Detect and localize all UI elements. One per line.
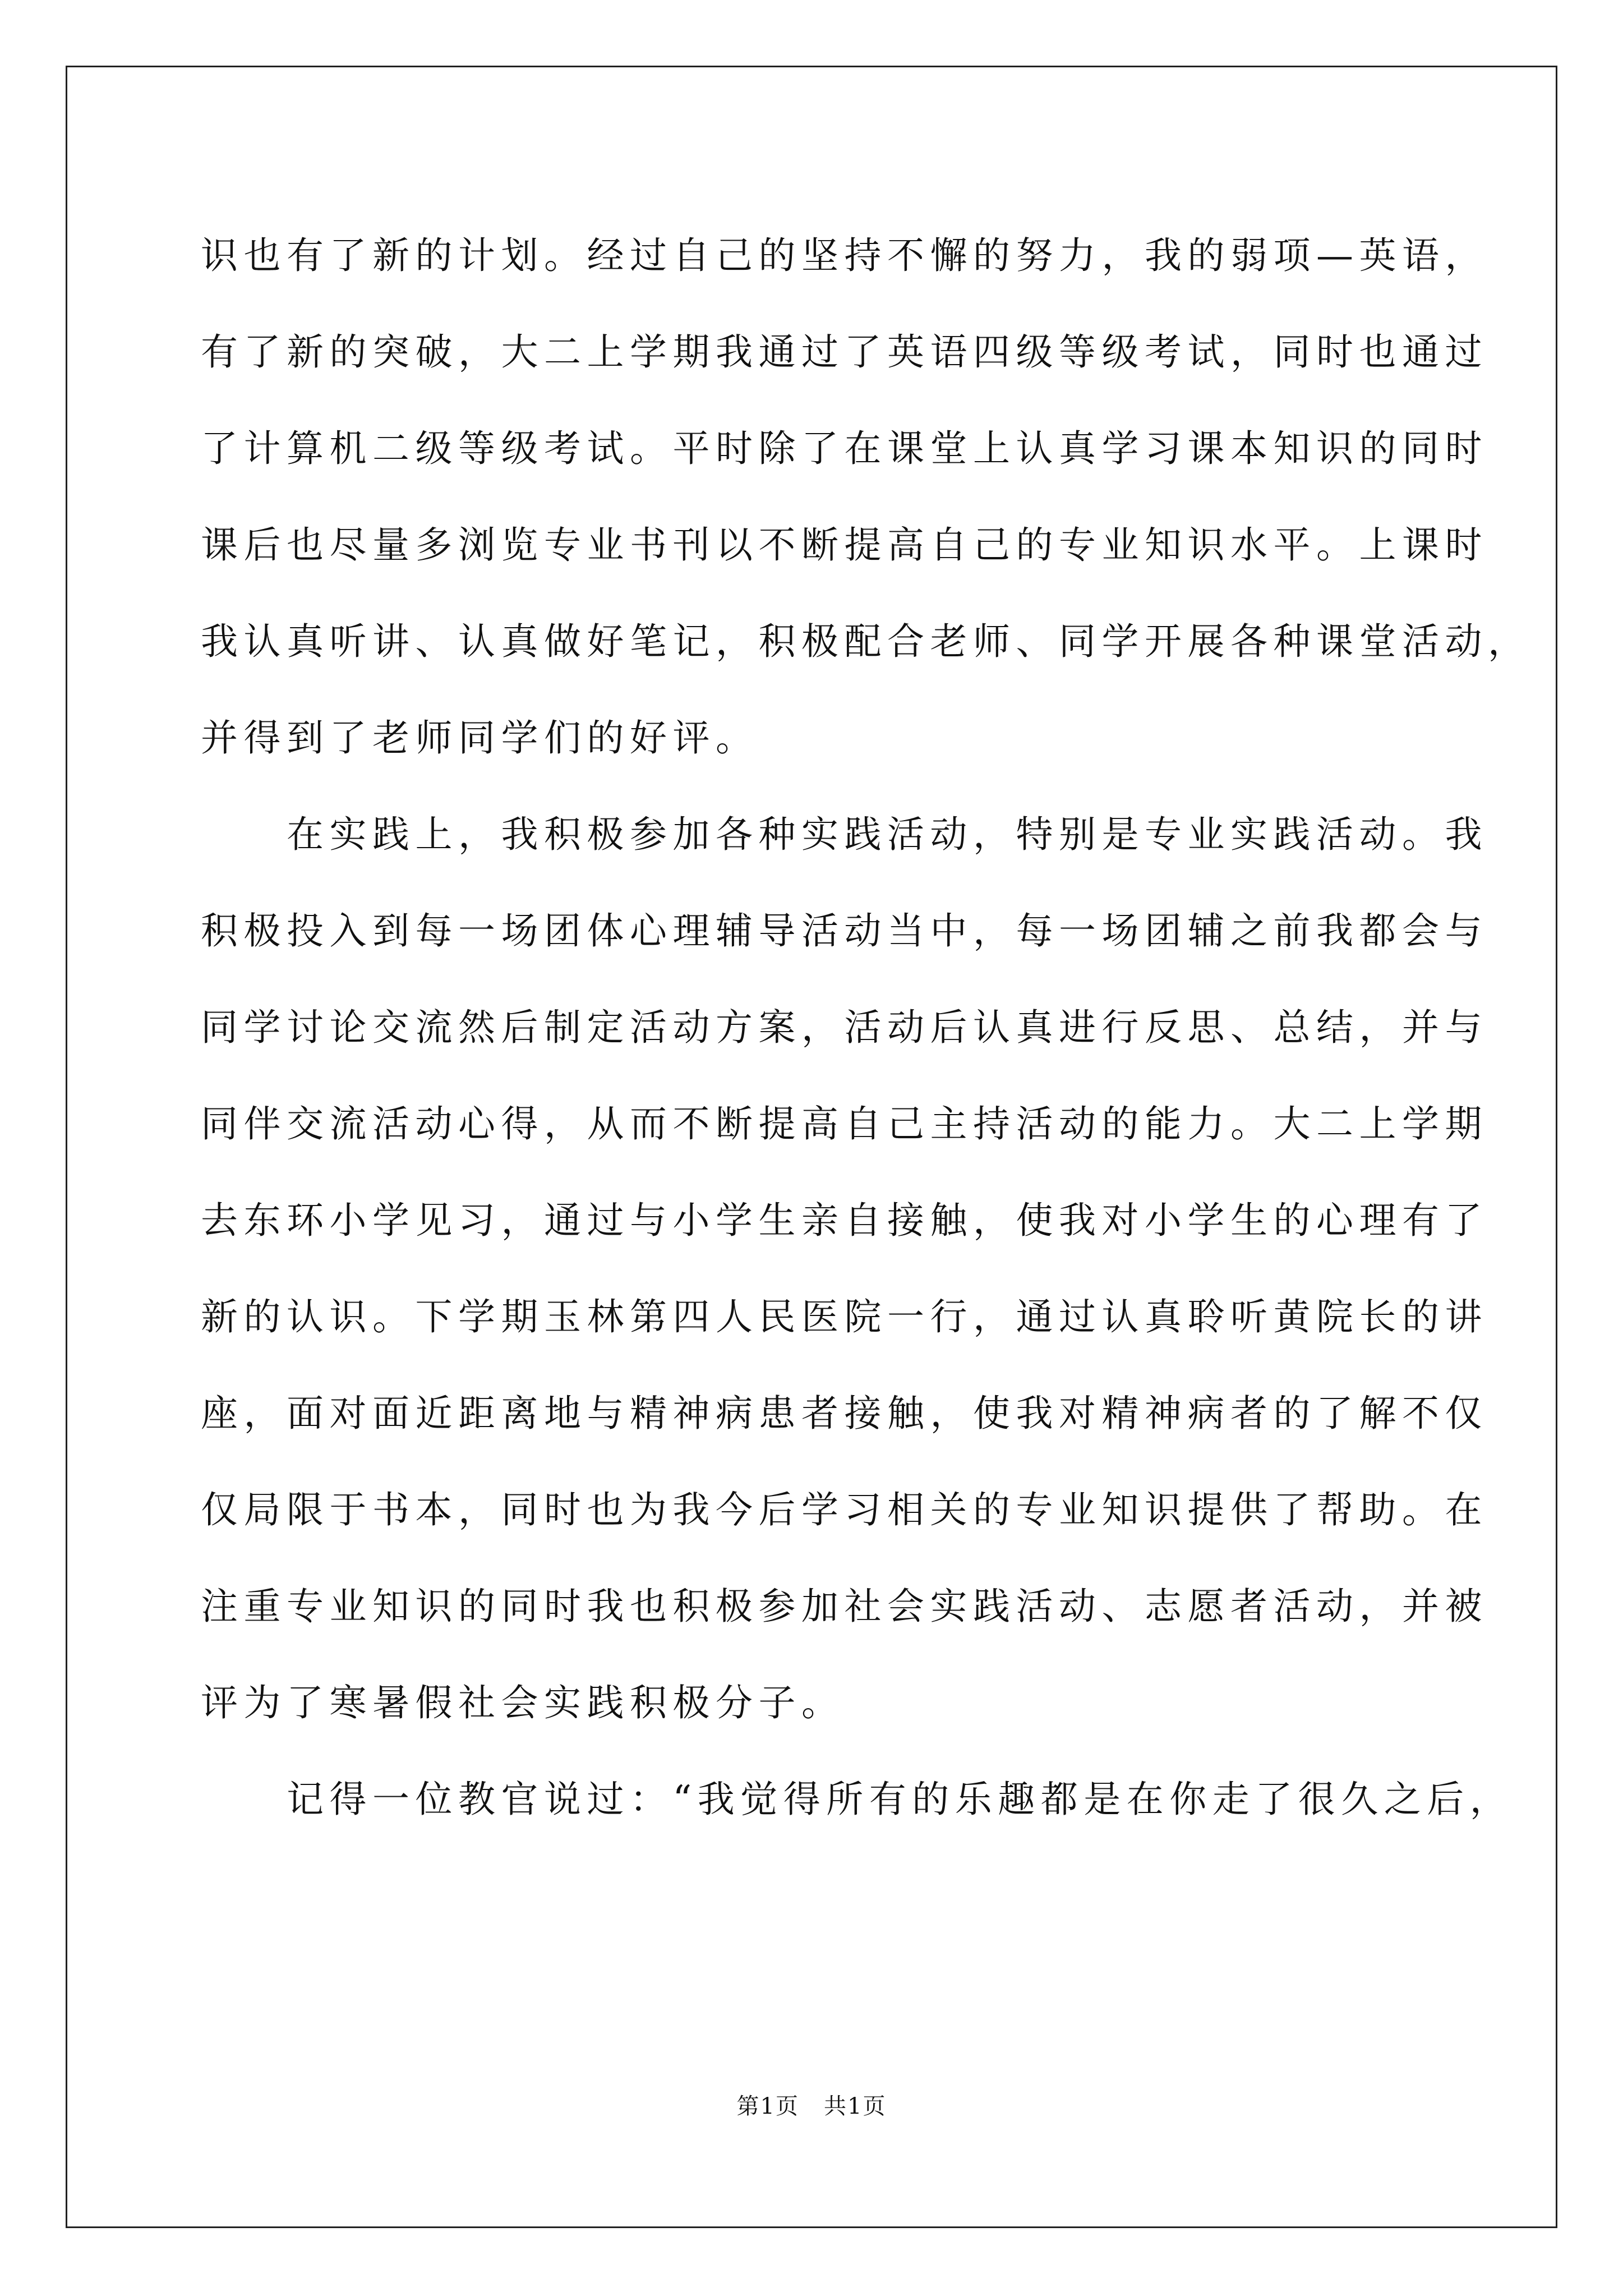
page-footer: [0, 2090, 1623, 2123]
text-line-6: 并得到了老师同学们的好评。: [201, 716, 759, 760]
text-line-5: 我认真听讲、认真做好笔记，积极配合老师、同学开展各种课堂活动，: [201, 620, 1531, 663]
text-line-11: 去东环小学见习，通过与小学生亲自接触，使我对小学生的心理有了: [201, 1199, 1488, 1242]
text-line-1: 识也有了新的计划。经过自己的坚持不懈的努力，我的弱项—英语，: [201, 234, 1488, 277]
text-line-14: 仅局限于书本，同时也为我今后学习相关的专业知识提供了帮助。在: [201, 1488, 1488, 1531]
text-line-7: 在实践上，我积极参加各种实践活动，特别是专业实践活动。我: [201, 813, 1488, 856]
page-total: 共1页: [824, 2093, 887, 2119]
text-line-16: 评为了寒暑假社会实践积极分子。: [201, 1681, 845, 1724]
page-number: 第1页: [736, 2093, 799, 2119]
document-body: [201, 208, 1531, 1848]
text-line-8: 积极投入到每一场团体心理辅导活动当中，每一场团辅之前我都会与: [201, 909, 1488, 953]
text-line-4: 课后也尽量多浏览专业书刊以不断提高自己的专业知识水平。上课时: [201, 523, 1488, 567]
text-line-13: 座，面对面近距离地与精神病患者接触，使我对精神病者的了解不仅: [201, 1392, 1488, 1435]
text-line-10: 同伴交流活动心得，从而不断提高自己主持活动的能力。大二上学期: [201, 1102, 1488, 1145]
text-line-9: 同学讨论交流然后制定活动方案，活动后认真进行反思、总结，并与: [201, 1006, 1488, 1049]
text-line-3: 了计算机二级等级考试。平时除了在课堂上认真学习课本知识的同时: [201, 427, 1488, 470]
text-line-15: 注重专业知识的同时我也积极参加社会实践活动、志愿者活动，并被: [201, 1585, 1488, 1628]
text-line-17: 记得一位教官说过：“我觉得所有的乐趣都是在你走了很久之后，: [201, 1778, 1513, 1821]
text-line-2: 有了新的突破，大二上学期我通过了英语四级等级考试，同时也通过: [201, 330, 1488, 374]
text-line-12: 新的认识。下学期玉林第四人民医院一行，通过认真聆听黄院长的讲: [201, 1295, 1488, 1338]
